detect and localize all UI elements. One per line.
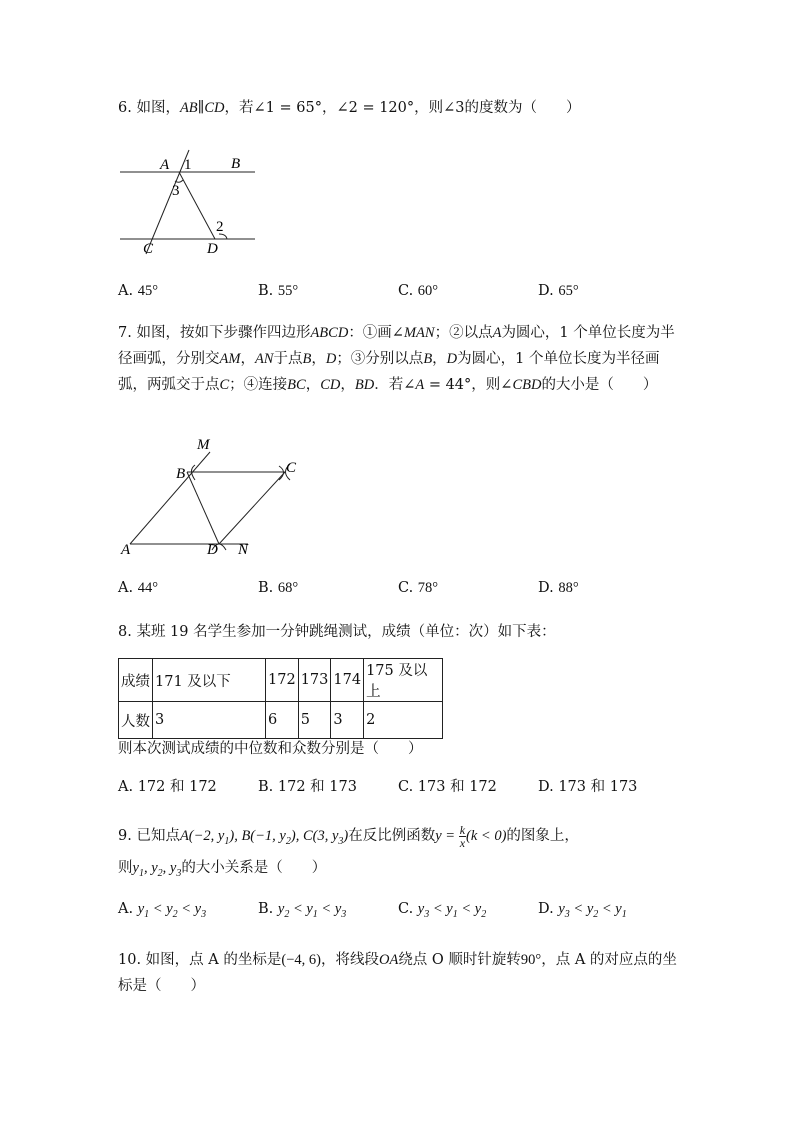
table-cell: 172 (266, 659, 299, 702)
table-cell: 175 及以上 (364, 659, 443, 702)
q7-label-B: B (176, 466, 186, 482)
q8-followup: 则本次测试成绩的中位数和众数分别是（ ） (118, 741, 423, 757)
q6-label-A: A (160, 157, 170, 173)
table-cell: 3 (331, 702, 364, 739)
q7-label-C: C (286, 460, 297, 476)
q8-option-d[interactable]: D. 173 和 173 (538, 779, 638, 795)
q6-options (118, 283, 688, 309)
q8-option-a[interactable]: A. 172 和 172 (118, 779, 217, 795)
q6-option-d[interactable]: D. 65° (538, 283, 579, 299)
table-cell: 5 (298, 702, 331, 739)
q9-function: y = $\frac{k}{x}$ (k < 0) (435, 823, 507, 851)
table-row (119, 702, 443, 739)
question-8: 8. 某班 19 名学生参加一分钟跳绳测试，成绩（单位：次）如下表： (118, 624, 556, 640)
q7-label-N: N (238, 542, 249, 558)
question-9: 9. 已知点A(−2, $y_1$), B(−1, $y_2$), C(3, $y_3$)在反比例函数y = $\frac{k}{x}$ (k < 0)的图象上， (118, 823, 579, 851)
q6-option-c[interactable]: C. 60° (398, 283, 439, 299)
q7-segment-CD (219, 472, 285, 544)
q6-label-D: D (207, 241, 218, 257)
q6-stem-a: 如图， (136, 100, 180, 116)
q8-options (118, 775, 688, 801)
q7-option-a[interactable]: A. 44° (118, 580, 159, 596)
question-6 (118, 95, 688, 121)
q6-stem-b: ，若∠1 = 65°，∠2 = 120°，则∠3的度数为（ ） (224, 100, 581, 116)
table-cell: 人数 (119, 702, 153, 739)
table-cell: 173 (298, 659, 331, 702)
table-cell: 成绩 (119, 659, 153, 702)
q9-option-b[interactable]: B. $y_2 < y_1 < y_3$ (258, 901, 347, 920)
q7-label-M: M (197, 437, 210, 453)
q6-figure (115, 148, 265, 258)
q8-score-table (118, 658, 443, 739)
q9-point-A: A(−2, $y_1$), B(−1, $y_2$), C(3, $y_3$) (179, 828, 349, 847)
question-9-line-2: 则$y_1$, $y_2$, $y_3$的大小关系是（ ） (118, 860, 327, 879)
table-cell: 3 (153, 702, 266, 739)
q7-options (118, 580, 688, 606)
q7-label-A: A (121, 542, 131, 558)
question-10: 10. 如图，点 A 的坐标是(−4, 6)，将线段OA绕点 O 顺时针旋转90°，点 A 的对应点的坐标是（ ） (118, 952, 677, 994)
table-row (119, 659, 443, 702)
q6-label-2: 2 (216, 219, 224, 235)
q7-option-c[interactable]: C. 78° (398, 580, 439, 596)
q6-label-3: 3 (172, 183, 180, 199)
q6-option-b[interactable]: B. 55° (258, 283, 299, 299)
q6-parallel-expr: AB∥CD (179, 100, 225, 116)
q9-option-c[interactable]: C. $y_3 < y_1 < y_2$ (398, 901, 487, 920)
q7-option-d[interactable]: D. 88° (538, 580, 579, 596)
table-cell: 2 (364, 702, 443, 739)
q7-label-D: D (207, 542, 218, 558)
table-cell: 171 及以下 (153, 659, 266, 702)
table-cell: 6 (266, 702, 299, 739)
q7-option-b[interactable]: B. 68° (258, 580, 299, 596)
q8-option-c[interactable]: C. 173 和 172 (398, 779, 497, 795)
q6-line-AD (179, 172, 215, 239)
q6-label-C: C (143, 241, 154, 257)
q9-options (118, 901, 688, 927)
q6-label-B: B (231, 156, 241, 172)
table-cell: 174 (331, 659, 364, 702)
q7-segment-BD (187, 472, 219, 544)
q6-number: 6. (118, 100, 132, 116)
q7-figure (115, 432, 305, 560)
q9-option-a[interactable]: A. $y_1 < y_2 < y_3$ (118, 901, 207, 920)
q8-option-b[interactable]: B. 172 和 173 (258, 779, 357, 795)
question-7: 7. 如图，按如下步骤作四边形ABCD：①画∠MAN；②以点A为圆心，1 个单位长度为半径画弧，分别交AM，AN于点B，D；③分别以点B，D为圆心，1 个单位长度为半径画弧，两弧交于点C；④连接BC，CD，BD．若∠A = 44°，则∠CBD的大小是（ ） (118, 325, 675, 393)
q7-ray-AM (130, 452, 210, 544)
q6-option-a[interactable]: A. 45° (118, 283, 159, 299)
q9-option-d[interactable]: D. $y_3 < y_2 < y_1$ (538, 901, 627, 920)
q6-label-1: 1 (184, 157, 192, 173)
